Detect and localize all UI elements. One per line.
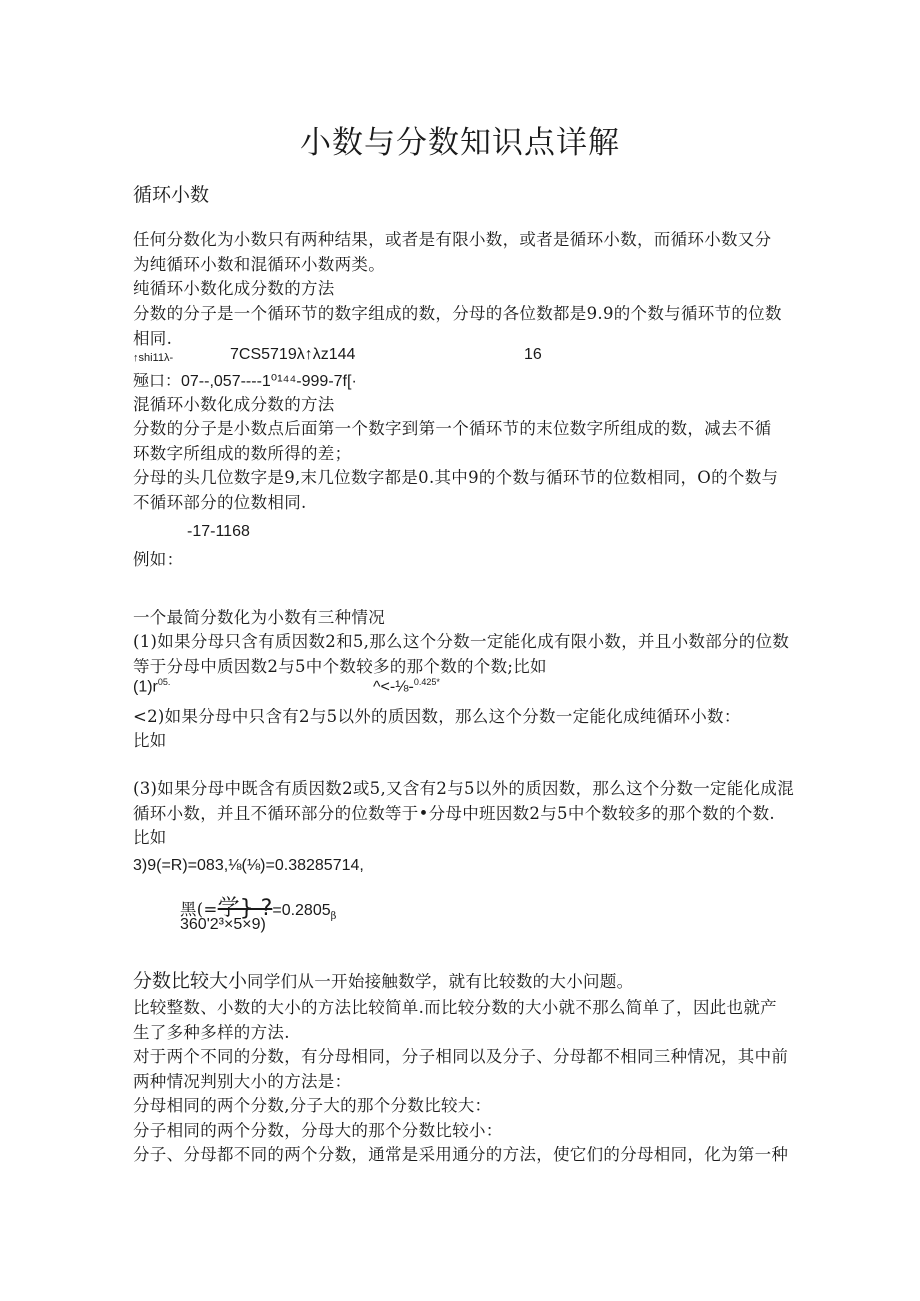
formula-superscript: 0.425* (413, 677, 440, 687)
paragraph-line: 为纯循环小数和混循环小数两类。 (133, 255, 385, 274)
formula-fragment: (1)r (133, 678, 158, 696)
paragraph-line: 等于分母中质因数2与5中个数较多的那个数的个数;比如 (133, 657, 547, 676)
subheading-pure-repeating: 纯循环小数化成分数的方法 (133, 279, 335, 298)
paragraph-line: (1)如果分母只含有质因数2和5,那么这个分数一定能化成有限小数，并且小数部分的位数 (133, 632, 790, 651)
formula-fragment: ^<-⅛- (373, 678, 414, 696)
formula-case1 (133, 677, 170, 696)
paragraph-line: 比较整数、小数的大小的方法比较简单.而比较分数的大小就不那么简单了，因此也就产 (133, 998, 777, 1017)
example-label: 例如： (133, 550, 184, 569)
formula-fragment: 7CS5719λ↑λz144 (230, 346, 356, 363)
subheading-three-cases: 一个最简分数化为小数有三种情况 (133, 608, 385, 627)
section-heading-repeating-decimals: 循环小数 (133, 184, 210, 206)
paragraph-line: 循环小数，并且不循环部分的位数等于•分母中班因数2与5中个数较多的那个数的个数. (133, 804, 775, 823)
paragraph-line: 分子相同的两个分数，分母大的那个分数比较小： (133, 1121, 503, 1140)
formula-example-pure: 殛口：07--,057----1⁰¹⁴⁴-999-7f[· (133, 373, 357, 390)
formula-fragment: =0.2805 (272, 902, 331, 919)
formula-superscript: 05. (157, 677, 171, 687)
formula-subscript: β (330, 911, 337, 923)
paragraph-line: 环数字所组成的数所得的差； (133, 444, 352, 463)
formula-fragment: ↑shi11λ- (133, 352, 174, 364)
formula-example-mixed: -17-1168 (187, 523, 250, 540)
formula-fragment: 16 (524, 346, 542, 363)
paragraph-line: 分数的分子是一个循环节的数字组成的数，分母的各位数都是9.9的个数与循环节的位数 (133, 304, 782, 323)
paragraph-line: 分母的头几位数字是9,末几位数字都是0.其中9的个数与循环节的位数相同，O的个数与 (133, 468, 779, 487)
paragraph-line: 分数的分子是小数点后面第一个数字到第一个循环节的末位数字所组成的数，减去不循 (133, 419, 772, 438)
paragraph-line: 对于两个不同的分数，有分母相同，分子相同以及分子、分母都不相同三种情况，其中前 (133, 1047, 789, 1066)
paragraph-line: (3)如果分母中既含有质因数2或5,又含有2与5以外的质因数，那么这个分数一定能化成混 (133, 779, 795, 798)
formula-case3-line3: 360'2³×5×9) (180, 916, 266, 933)
section-heading-label: 分数比较大小 (133, 970, 248, 992)
paragraph-line: 比如 (133, 731, 167, 750)
paragraph-line: 两种情况判别大小的方法是： (133, 1072, 352, 1091)
formula-case1-result (373, 677, 440, 696)
section-heading-tail: 同学们从一开始接触数学，就有比较数的大小问题。 (247, 972, 634, 991)
section-heading-fraction-compare (133, 966, 633, 993)
paragraph-line: 分子、分母都不同的两个分数，通常是采用通分的方法，使它们的分母相同，化为第一种 (133, 1145, 789, 1164)
formula-fragment: 黑(= (180, 900, 218, 919)
paragraph-line: 不循环部分的位数相同. (133, 493, 307, 512)
formula-case3-line1: 3)9(=R)=083,⅛(⅛)=0.38285714, (133, 857, 364, 874)
formula-fragment: 学} ? (217, 896, 273, 921)
page-title: 小数与分数知识点详解 (300, 125, 620, 161)
paragraph-line: 生了多种多样的方法. (133, 1023, 290, 1042)
paragraph-line: 任何分数化为小数只有两种结果，或者是有限小数，或者是循环小数，而循环小数又分 (133, 230, 772, 249)
paragraph-line: 分母相同的两个分数,分子大的那个分数比较大： (133, 1096, 492, 1115)
paragraph-line: <2)如果分母中只含有2与5以外的质因数，那么这个分数一定能化成纯循环小数： (133, 707, 741, 726)
paragraph-line: 比如 (133, 828, 167, 847)
paragraph-line: 相同. (133, 329, 173, 348)
subheading-mixed-repeating: 混循环小数化成分数的方法 (133, 395, 335, 414)
